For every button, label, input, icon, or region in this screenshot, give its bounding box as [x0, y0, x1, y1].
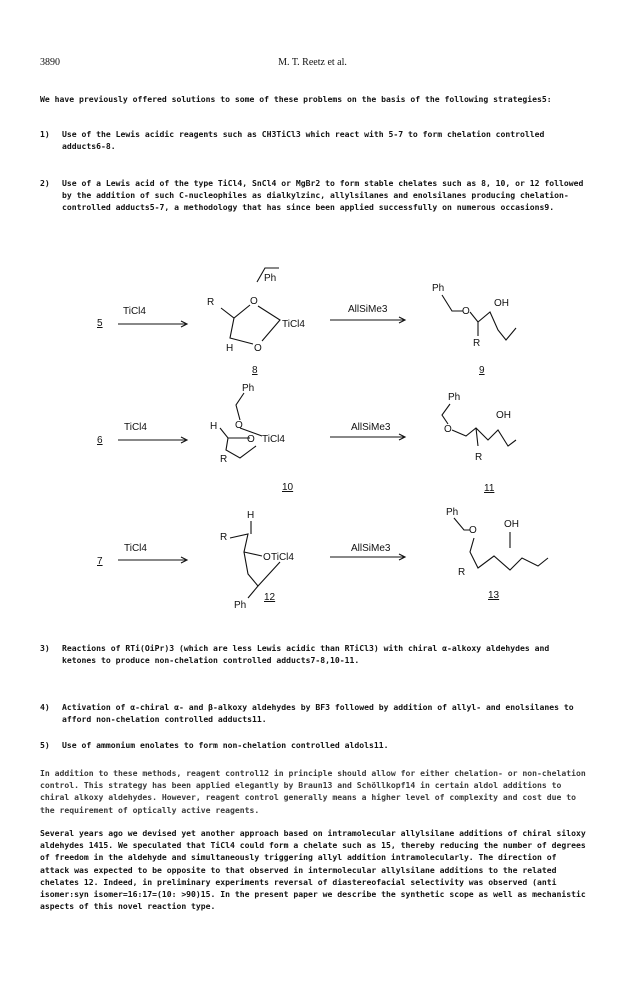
chain-bond	[470, 312, 516, 340]
chelate-bond	[258, 562, 280, 586]
r-label: R	[475, 452, 483, 463]
bond	[454, 518, 470, 530]
ph-label: Ph	[264, 273, 277, 284]
bond	[476, 428, 478, 446]
compound-label-product: 13	[488, 590, 500, 601]
oxygen-label: O	[250, 296, 258, 307]
ticl4-label: TiCl4	[271, 552, 294, 563]
item-text: Use of a Lewis acid of the type TiCl4, SnCl4 or MgBr2 to form stable chelates such as 8, 10, or 12 followed by the addition of such C-nucleophiles as dialkylzinc, allylsilanes and enolsilanes producing chelation-controlled adducts5-7, a methodology that has since been applied successfully on numerous occasions9.	[62, 178, 584, 213]
item-text: Reactions of RTi(OiPr)3 (which are less Lewis acidic than RTiCl3) with chiral α-alkoxy aldehydes and ketones to produce non-chelation controlled adducts7-8,10-11.	[62, 643, 550, 666]
running-authors: M. T. Reetz et al.	[278, 57, 347, 68]
chelate-bond	[258, 306, 280, 341]
oxygen-label: O	[444, 424, 452, 435]
ph-label: Ph	[448, 392, 461, 403]
item-number: 3)	[40, 643, 50, 653]
oh-label: OH	[494, 298, 509, 309]
bond	[442, 295, 463, 311]
oxygen-label: O	[469, 525, 477, 536]
reagent-label: AllSiMe3	[351, 422, 391, 433]
ticl4-label: TiCl4	[262, 434, 285, 445]
oxygen-label: O	[235, 420, 243, 431]
reagent-label: AllSiMe3	[351, 543, 391, 554]
item-text: Use of ammonium enolates to form non-chelation controlled aldols11.	[62, 740, 389, 750]
strategy-item-4	[40, 701, 588, 725]
page-number: 3890	[40, 57, 60, 68]
bond	[230, 318, 253, 344]
compound-label-chelate: 8	[252, 365, 258, 376]
item-number: 4)	[40, 702, 50, 712]
ph-label: Ph	[242, 383, 255, 394]
bond	[442, 404, 450, 424]
bond	[230, 534, 262, 556]
reagent-label: AllSiMe3	[348, 304, 388, 315]
oh-label: OH	[504, 519, 519, 530]
oxygen-label: O	[254, 343, 262, 354]
chain-bond	[470, 538, 548, 570]
ticl4-label: TiCl4	[282, 319, 305, 330]
compound-label-product: 11	[484, 483, 495, 494]
compound-label-start: 6	[97, 435, 103, 446]
chain-bond	[452, 428, 516, 446]
intramolecular-paragraph: Several years ago we devised yet another approach based on intramolecular allylsilane additions of chiral siloxy aldehydes 1415. We speculated that TiCl4 could form a chelate such as 15, thereby reducing the number of degrees of freedom in the aldehyde and simultaneously triggering allyl addition intramolecularly. The direction of attack was expected to be opposite to that observed in intermolecular allylsilane additions to the related chelates 12. Indeed, in preliminary experiments reversal of diastereofacial selectivity was observed (anti isomer:syn isomer=16:17=(10: >90)15. In the present paper we describe the synthetic scope as well as mechanistic aspects of this novel reaction type.	[40, 828, 586, 912]
bond	[244, 552, 258, 598]
h-label: H	[226, 343, 234, 354]
reagent-control-paragraph: In addition to these methods, reagent control12 in principle should allow for either chelation- or non-chelation control. This strategy has been applied elegantly by Braun13 and Schöllkopf14 in certain aldol additions to chiral alkoxy aldehydes. However, reagent control generally means a higher level of complexity and cost due to the requirement of optically active reagents.	[40, 768, 586, 815]
oxygen-label: O	[462, 306, 470, 317]
item-text: Use of the Lewis acidic reagents such as CH3TiCl3 which react with 5-7 to form chelation controlled adducts6-8.	[62, 129, 545, 152]
compound-label-chelate: 10	[282, 482, 294, 493]
bond	[236, 393, 244, 420]
item-number: 2)	[40, 178, 50, 188]
item-number: 5)	[40, 740, 50, 750]
r-label: R	[473, 338, 481, 349]
intro-paragraph: We have previously offered solutions to some of these problems on the basis of the following strategies5:	[40, 94, 552, 104]
r-label: R	[220, 454, 228, 465]
h-label: H	[210, 421, 218, 432]
oxygen-label: O	[247, 434, 255, 445]
oxygen-label: O	[263, 552, 271, 563]
compound-label-start: 5	[97, 318, 103, 329]
reagent-label: TiCl4	[124, 543, 147, 554]
item-text: Activation of α-chiral α- and β-alkoxy aldehydes by BF3 followed by addition of allyl- and enolsilanes to afford non-chelation controlled adducts11.	[62, 702, 574, 725]
reagent-label: TiCl4	[123, 306, 146, 317]
strategy-item-5	[40, 739, 588, 751]
strategy-item-3	[40, 642, 588, 666]
ph-label: Ph	[446, 507, 459, 518]
reagent-label: TiCl4	[124, 422, 147, 433]
bond	[221, 305, 250, 318]
compound-label-start: 7	[97, 556, 103, 567]
compound-label-chelate: 12	[264, 592, 276, 603]
compound-label-product: 9	[479, 365, 485, 376]
oh-label: OH	[496, 410, 511, 421]
r-label: R	[207, 297, 215, 308]
r-label: R	[458, 567, 466, 578]
item-number: 1)	[40, 129, 50, 139]
r-label: R	[220, 532, 228, 543]
ph-label: Ph	[432, 283, 445, 294]
ph-label: Ph	[234, 600, 247, 611]
h-label: H	[247, 510, 255, 521]
